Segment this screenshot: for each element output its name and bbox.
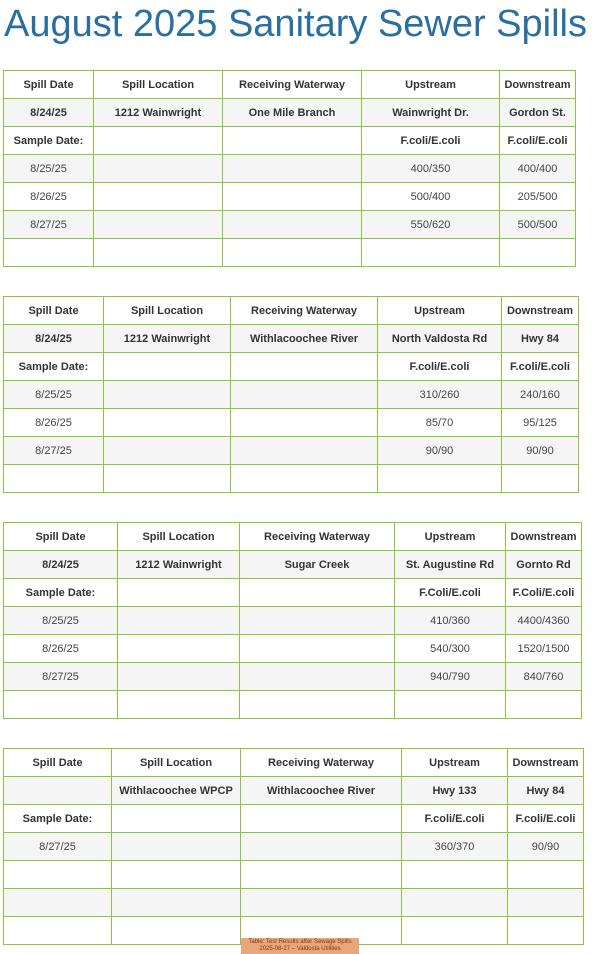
downstream-value: 4400/4360 (506, 607, 582, 635)
downstream-units: F.coli/E.coli (502, 353, 579, 381)
sample-date-label: Sample Date: (4, 127, 94, 155)
upstream-units: F.coli/E.coli (378, 353, 502, 381)
spill-table-1 (3, 70, 576, 267)
downstream-value: 840/760 (506, 663, 582, 691)
sample-date-label: Sample Date: (4, 353, 104, 381)
upstream-location: North Valdosta Rd (378, 325, 502, 353)
sample-row (4, 663, 582, 691)
spill-info-row (4, 325, 579, 353)
sample-header-row (4, 127, 576, 155)
header-receiving-waterway: Receiving Waterway (231, 297, 378, 325)
header-receiving-waterway: Receiving Waterway (240, 523, 395, 551)
header-upstream: Upstream (362, 71, 500, 99)
spill-table-3 (3, 522, 582, 719)
upstream-units: F.coli/E.coli (362, 127, 500, 155)
upstream-value: 310/260 (378, 381, 502, 409)
sample-row (4, 635, 582, 663)
downstream-value: 90/90 (502, 437, 579, 465)
sample-date-label: Sample Date: (4, 579, 118, 607)
header-row (4, 749, 584, 777)
sample-row (4, 409, 579, 437)
sample-row (4, 833, 584, 861)
sample-row (4, 381, 579, 409)
sample-date: 8/25/25 (4, 607, 118, 635)
spill-location: 1212 Wainwright (104, 325, 231, 353)
sample-date: 8/26/25 (4, 635, 118, 663)
upstream-value: 550/620 (362, 211, 500, 239)
header-downstream: Downstream (506, 523, 582, 551)
header-spill-date: Spill Date (4, 297, 104, 325)
empty-row (4, 465, 579, 493)
upstream-location: St. Augustine Rd (395, 551, 506, 579)
spill-info-row (4, 99, 576, 127)
empty-row (4, 861, 584, 889)
spill-date: 8/24/25 (4, 99, 94, 127)
downstream-value: 1520/1500 (506, 635, 582, 663)
caption-line-1: Table: Test Results after Sewage Spills (248, 939, 352, 945)
header-spill-date: Spill Date (4, 71, 94, 99)
sample-date: 8/27/25 (4, 211, 94, 239)
upstream-units: F.coli/E.coli (402, 805, 508, 833)
downstream-value: 90/90 (508, 833, 584, 861)
downstream-units: F.coli/E.coli (500, 127, 576, 155)
header-spill-date: Spill Date (4, 749, 112, 777)
upstream-units: F.Coli/E.coli (395, 579, 506, 607)
spill-table-4 (3, 748, 584, 945)
downstream-location: Hwy 84 (502, 325, 579, 353)
header-receiving-waterway: Receiving Waterway (223, 71, 362, 99)
downstream-value: 95/125 (502, 409, 579, 437)
upstream-value: 400/350 (362, 155, 500, 183)
header-spill-location: Spill Location (112, 749, 241, 777)
header-row (4, 297, 579, 325)
downstream-units: F.coli/E.coli (508, 805, 584, 833)
header-spill-date: Spill Date (4, 523, 118, 551)
spill-location: Withlacoochee WPCP (112, 777, 241, 805)
receiving-waterway: Sugar Creek (240, 551, 395, 579)
sample-date: 8/27/25 (4, 437, 104, 465)
sample-date: 8/26/25 (4, 409, 104, 437)
sample-date: 8/26/25 (4, 183, 94, 211)
header-spill-location: Spill Location (118, 523, 240, 551)
downstream-value: 240/160 (502, 381, 579, 409)
sample-row (4, 607, 582, 635)
header-upstream: Upstream (378, 297, 502, 325)
sample-header-row (4, 353, 579, 381)
upstream-value: 540/300 (395, 635, 506, 663)
receiving-waterway: Withlacoochee River (241, 777, 402, 805)
header-spill-location: Spill Location (94, 71, 223, 99)
header-upstream: Upstream (395, 523, 506, 551)
header-downstream: Downstream (500, 71, 576, 99)
sample-row (4, 183, 576, 211)
sample-row (4, 155, 576, 183)
spill-location: 1212 Wainwright (118, 551, 240, 579)
downstream-value: 205/500 (500, 183, 576, 211)
empty-row (4, 239, 576, 267)
spill-info-row (4, 777, 584, 805)
upstream-value: 410/360 (395, 607, 506, 635)
spill-table-2 (3, 296, 579, 493)
header-upstream: Upstream (402, 749, 508, 777)
upstream-value: 940/790 (395, 663, 506, 691)
spill-date: 8/24/25 (4, 551, 118, 579)
receiving-waterway: Withlacoochee River (231, 325, 378, 353)
downstream-value: 400/400 (500, 155, 576, 183)
spill-location: 1212 Wainwright (94, 99, 223, 127)
empty-row (4, 889, 584, 917)
sample-date: 8/27/25 (4, 833, 112, 861)
header-downstream: Downstream (502, 297, 579, 325)
empty-row (4, 691, 582, 719)
sample-row (4, 211, 576, 239)
spill-info-row (4, 551, 582, 579)
sample-header-row (4, 579, 582, 607)
sample-date: 8/25/25 (4, 381, 104, 409)
downstream-location: Gornto Rd (506, 551, 582, 579)
caption-line-2: 2025-08-27 – Valdosta Utilities (259, 946, 341, 952)
table-caption (241, 938, 359, 954)
sample-date: 8/25/25 (4, 155, 94, 183)
spill-date: 8/24/25 (4, 325, 104, 353)
downstream-units: F.Coli/E.coli (506, 579, 582, 607)
spill-date (4, 777, 112, 805)
upstream-value: 90/90 (378, 437, 502, 465)
upstream-value: 85/70 (378, 409, 502, 437)
downstream-location: Gordon St. (500, 99, 576, 127)
page-title: August 2025 Sanitary Sewer Spills (4, 3, 587, 45)
upstream-location: Wainwright Dr. (362, 99, 500, 127)
sample-header-row (4, 805, 584, 833)
upstream-location: Hwy 133 (402, 777, 508, 805)
upstream-value: 500/400 (362, 183, 500, 211)
header-row (4, 523, 582, 551)
downstream-location: Hwy 84 (508, 777, 584, 805)
header-receiving-waterway: Receiving Waterway (241, 749, 402, 777)
sample-row (4, 437, 579, 465)
receiving-waterway: One Mile Branch (223, 99, 362, 127)
downstream-value: 500/500 (500, 211, 576, 239)
upstream-value: 360/370 (402, 833, 508, 861)
header-downstream: Downstream (508, 749, 584, 777)
sample-date: 8/27/25 (4, 663, 118, 691)
header-spill-location: Spill Location (104, 297, 231, 325)
sample-date-label: Sample Date: (4, 805, 112, 833)
header-row (4, 71, 576, 99)
